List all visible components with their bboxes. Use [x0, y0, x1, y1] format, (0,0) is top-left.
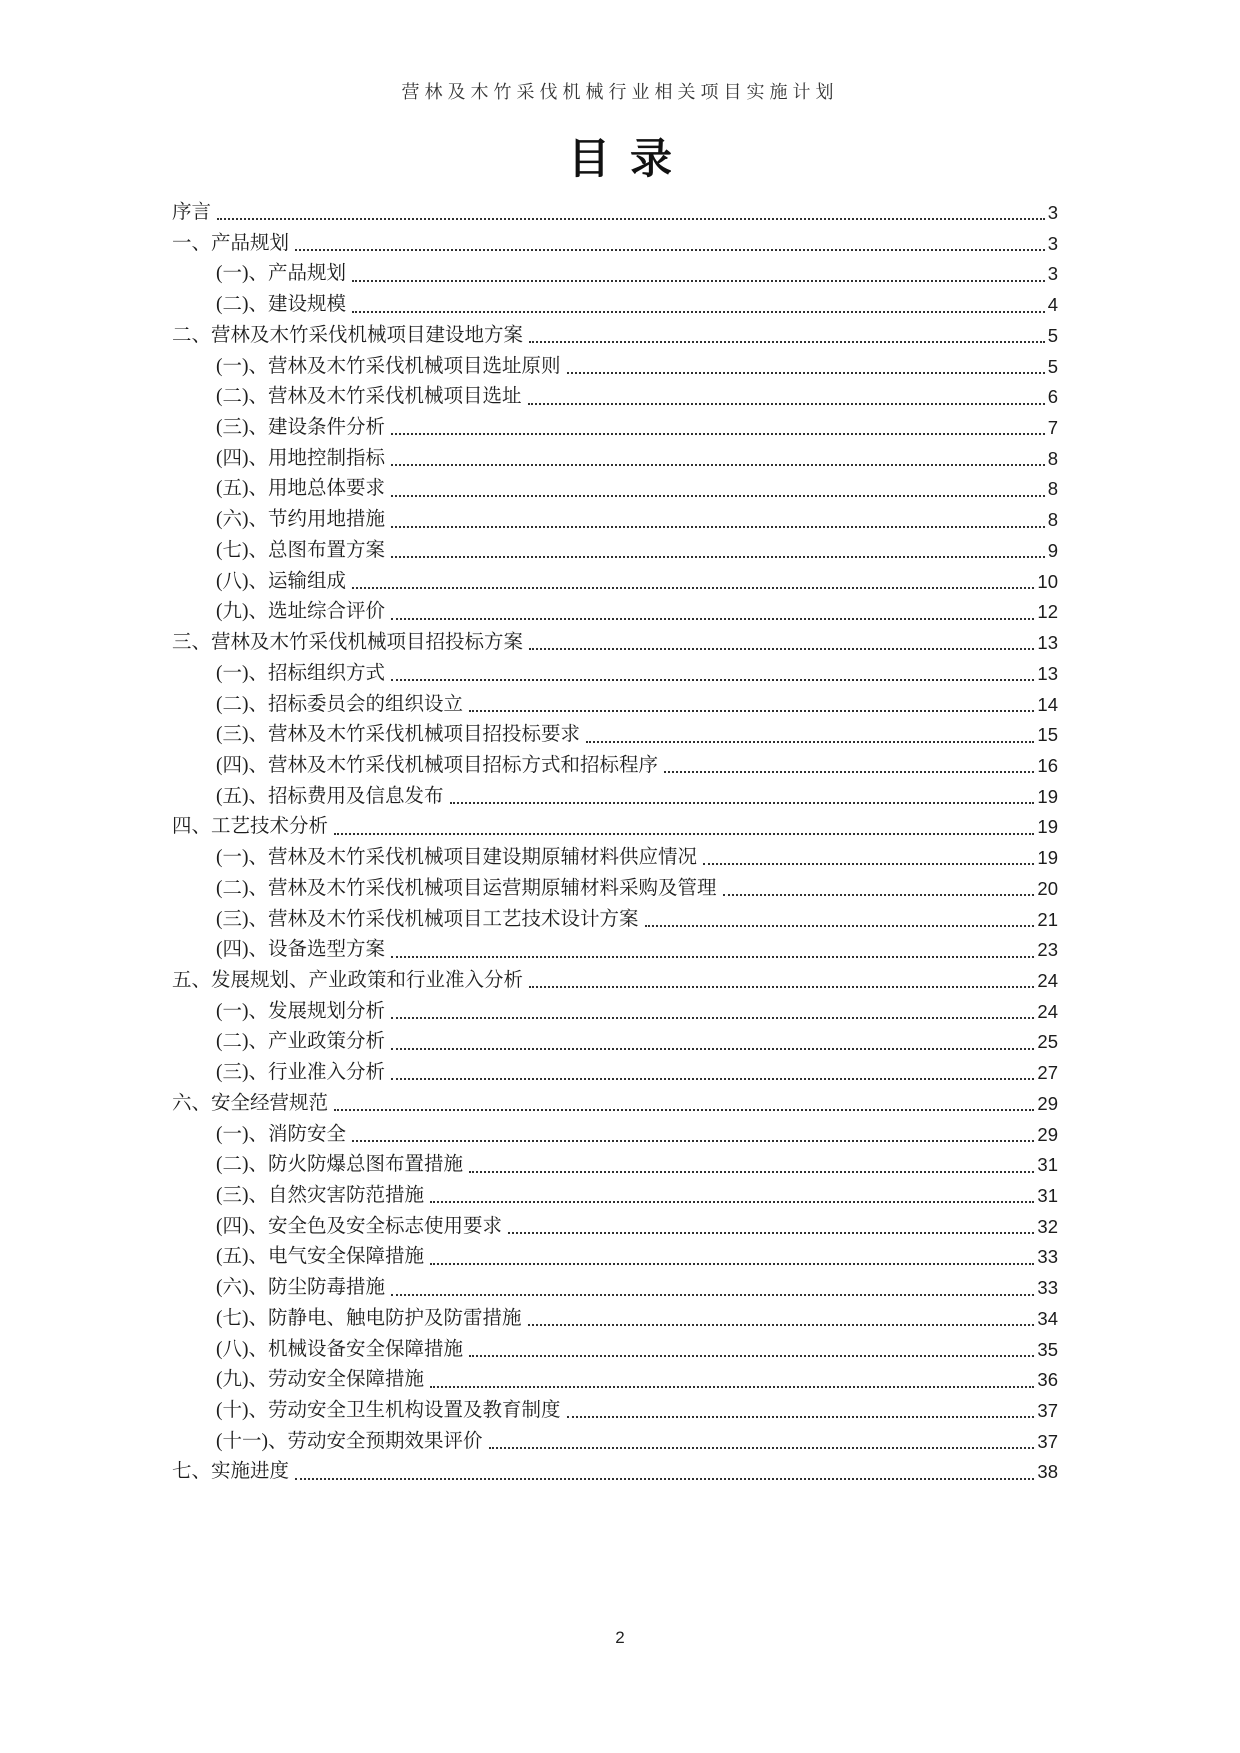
toc-entry-label: (四)、营林及木竹采伐机械项目招标方式和招标程序 — [216, 754, 658, 776]
toc-entry-page: 33 — [1037, 1246, 1058, 1268]
toc-dot-leader — [334, 1109, 1034, 1111]
toc-entry[interactable] — [172, 198, 1058, 229]
toc-entry[interactable] — [172, 1273, 1058, 1304]
toc-entry-page: 19 — [1037, 785, 1058, 807]
toc-entry[interactable] — [172, 1335, 1058, 1366]
toc-entry-page: 12 — [1037, 601, 1058, 623]
toc-dot-leader — [217, 218, 1045, 220]
toc-entry[interactable] — [172, 1242, 1058, 1273]
toc-dot-leader — [295, 249, 1045, 251]
toc-dot-leader — [529, 986, 1034, 988]
toc-entry-label: 序言 — [172, 202, 212, 223]
toc-entry-label: (一)、发展规划分析 — [216, 1000, 385, 1022]
toc-entry-label: (二)、招标委员会的组织设立 — [216, 693, 463, 715]
toc-entry-label: 三、营林及木竹采伐机械项目招投标方案 — [172, 632, 524, 654]
toc-entry-page: 13 — [1037, 662, 1058, 684]
toc-dot-leader — [703, 863, 1034, 865]
toc-entry-page: 36 — [1037, 1369, 1058, 1391]
toc-entry-label: (五)、招标费用及信息发布 — [216, 785, 444, 807]
toc-entry-page: 16 — [1037, 754, 1058, 776]
toc-dot-leader — [430, 1386, 1034, 1388]
toc-entry[interactable] — [172, 229, 1058, 260]
toc-entry-label: (二)、产业政策分析 — [216, 1031, 385, 1053]
toc-entry-page: 25 — [1037, 1031, 1058, 1053]
toc-dot-leader — [391, 433, 1045, 435]
toc-dot-leader — [352, 1140, 1034, 1142]
toc-entry[interactable] — [172, 1457, 1058, 1488]
toc-entry-page: 8 — [1047, 447, 1058, 469]
toc-entry-page: 34 — [1037, 1307, 1058, 1329]
page-title: 目录 — [567, 137, 692, 183]
toc-entry[interactable] — [172, 536, 1058, 567]
toc-dot-leader — [352, 280, 1045, 282]
toc-entry-label: (三)、自然灾害防范措施 — [216, 1185, 424, 1206]
toc-entry-label: (三)、营林及木竹采伐机械项目招投标要求 — [216, 724, 580, 746]
toc-entry-page: 8 — [1047, 478, 1058, 500]
toc-entry[interactable] — [172, 413, 1058, 444]
toc-entry-label: (三)、营林及木竹采伐机械项目工艺技术设计方案 — [216, 908, 639, 930]
toc-entry-label: 四、工艺技术分析 — [172, 816, 329, 838]
toc-entry-label: (四)、用地控制指标 — [216, 447, 385, 469]
toc-entry[interactable] — [172, 782, 1058, 813]
toc-entry[interactable] — [172, 1027, 1058, 1058]
toc-entry-label: (九)、选址综合评价 — [216, 601, 385, 623]
toc-dot-leader — [567, 1416, 1035, 1418]
toc-entry[interactable] — [172, 997, 1058, 1028]
toc-entry[interactable] — [172, 1058, 1058, 1089]
toc-entry[interactable] — [172, 597, 1058, 628]
toc-entry-page: 21 — [1037, 908, 1058, 930]
toc-entry-page: 10 — [1037, 570, 1058, 592]
toc-dot-leader — [508, 1232, 1034, 1234]
toc-dot-leader — [450, 802, 1035, 804]
toc-entry-page: 8 — [1047, 509, 1058, 531]
toc-entry[interactable] — [172, 290, 1058, 321]
toc-entry-page: 13 — [1037, 632, 1058, 654]
toc-entry[interactable] — [172, 1212, 1058, 1243]
toc-entry-label: (一)、招标组织方式 — [216, 662, 385, 684]
toc-entry[interactable] — [172, 720, 1058, 751]
toc-entry-page: 19 — [1037, 847, 1058, 869]
toc-entry-page: 3 — [1047, 202, 1058, 223]
toc-entry[interactable] — [172, 690, 1058, 721]
toc-entry-label: (二)、营林及木竹采伐机械项目选址 — [216, 386, 522, 408]
toc-dot-leader — [529, 648, 1034, 650]
toc-entry-page: 4 — [1047, 294, 1058, 316]
toc-entry-page: 23 — [1037, 939, 1058, 961]
toc-dot-leader — [391, 618, 1034, 620]
toc-entry-page: 19 — [1037, 816, 1058, 838]
toc-entry-page: 37 — [1037, 1400, 1058, 1422]
toc-dot-leader — [567, 372, 1045, 374]
toc-entry-label: (六)、节约用地措施 — [216, 509, 385, 531]
toc-dot-leader — [529, 341, 1045, 343]
toc-entry-page: 37 — [1037, 1430, 1058, 1452]
toc-entry-label: (三)、行业准入分析 — [216, 1062, 385, 1084]
toc-entry[interactable] — [172, 935, 1058, 966]
toc-dot-leader — [391, 1294, 1034, 1296]
toc-entry-label: (二)、防火防爆总图布置措施 — [216, 1154, 463, 1176]
toc-entry[interactable] — [172, 1089, 1058, 1120]
toc-dot-leader — [723, 894, 1035, 896]
toc-entry[interactable] — [172, 382, 1058, 413]
toc-dot-leader — [469, 1171, 1034, 1173]
toc-entry[interactable] — [172, 321, 1058, 352]
toc-dot-leader — [391, 1017, 1034, 1019]
toc-dot-leader — [489, 1447, 1035, 1449]
toc-entry-label: (五)、电气安全保障措施 — [216, 1246, 424, 1268]
toc-entry-page: 15 — [1037, 724, 1058, 746]
toc-entry-label: (七)、总图布置方案 — [216, 539, 385, 561]
toc-entry[interactable] — [172, 1396, 1058, 1427]
toc-dot-leader — [391, 495, 1045, 497]
toc-dot-leader — [391, 1078, 1034, 1080]
toc-entry[interactable] — [172, 659, 1058, 690]
toc-dot-leader — [469, 710, 1034, 712]
toc-list — [172, 198, 1058, 1488]
toc-dot-leader — [430, 1201, 1034, 1203]
toc-dot-leader — [645, 925, 1035, 927]
toc-entry-page: 3 — [1047, 263, 1058, 285]
toc-entry-label: (一)、营林及木竹采伐机械项目选址原则 — [216, 355, 561, 377]
toc-entry-page: 31 — [1037, 1185, 1058, 1206]
toc-entry-page: 29 — [1037, 1092, 1058, 1114]
toc-entry-page: 20 — [1037, 877, 1058, 899]
toc-dot-leader — [528, 1324, 1035, 1326]
toc-entry[interactable] — [172, 505, 1058, 536]
toc-entry[interactable] — [172, 843, 1058, 874]
toc-entry-page: 14 — [1037, 693, 1058, 715]
toc-dot-leader — [295, 1478, 1034, 1480]
footer-page-number: 2 — [615, 1628, 625, 1647]
toc-entry-label: (一)、消防安全 — [216, 1123, 346, 1145]
toc-entry-label: (八)、运输组成 — [216, 570, 346, 592]
toc-entry-label: (二)、营林及木竹采伐机械项目运营期原辅材料采购及管理 — [216, 877, 717, 899]
toc-entry[interactable] — [172, 751, 1058, 782]
toc-entry-label: 一、产品规划 — [172, 232, 290, 254]
toc-dot-leader — [391, 556, 1045, 558]
toc-entry-label: 二、营林及木竹采伐机械项目建设地方案 — [172, 324, 524, 346]
toc-entry-page: 6 — [1047, 386, 1058, 408]
toc-entry-label: 六、安全经营规范 — [172, 1092, 329, 1114]
toc-entry-page: 9 — [1047, 539, 1058, 561]
toc-entry-page: 24 — [1037, 969, 1058, 991]
toc-entry[interactable] — [172, 352, 1058, 383]
toc-dot-leader — [586, 741, 1034, 743]
toc-entry-label: (八)、机械设备安全保障措施 — [216, 1338, 463, 1360]
toc-entry-page: 27 — [1037, 1062, 1058, 1084]
toc-entry-label: (十)、劳动安全卫生机构设置及教育制度 — [216, 1400, 561, 1422]
toc-entry-label: (七)、防静电、触电防护及防雷措施 — [216, 1307, 522, 1329]
toc-dot-leader — [664, 771, 1034, 773]
toc-entry[interactable] — [172, 474, 1058, 505]
toc-entry-label: (三)、建设条件分析 — [216, 417, 385, 439]
toc-entry-page: 31 — [1037, 1154, 1058, 1176]
toc-entry-label: 七、实施进度 — [172, 1461, 290, 1483]
toc-entry[interactable] — [172, 812, 1058, 843]
toc-entry-page: 33 — [1037, 1277, 1058, 1299]
toc-entry-label: (四)、设备选型方案 — [216, 939, 385, 961]
toc-dot-leader — [352, 587, 1034, 589]
toc-entry[interactable] — [172, 628, 1058, 659]
toc-dot-leader — [391, 526, 1045, 528]
toc-entry-label: (六)、防尘防毒措施 — [216, 1277, 385, 1299]
toc-entry-page: 7 — [1047, 417, 1058, 439]
toc-entry[interactable] — [172, 1120, 1058, 1151]
toc-entry[interactable] — [172, 1181, 1058, 1212]
toc-dot-leader — [391, 956, 1034, 958]
toc-entry-label: (十一)、劳动安全预期效果评价 — [216, 1430, 483, 1452]
toc-dot-leader — [334, 833, 1034, 835]
toc-entry[interactable] — [172, 1150, 1058, 1181]
toc-dot-leader — [430, 1263, 1034, 1265]
toc-entry[interactable] — [172, 966, 1058, 997]
toc-entry-page: 3 — [1047, 232, 1058, 254]
toc-entry[interactable] — [172, 1304, 1058, 1335]
toc-entry-label: (一)、营林及木竹采伐机械项目建设期原辅材料供应情况 — [216, 847, 697, 869]
toc-entry-label: (一)、产品规划 — [216, 263, 346, 285]
toc-entry-page: 29 — [1037, 1123, 1058, 1145]
toc-entry-label: (九)、劳动安全保障措施 — [216, 1369, 424, 1391]
toc-entry-page: 5 — [1047, 355, 1058, 377]
toc-entry[interactable] — [172, 905, 1058, 936]
toc-entry-label: (五)、用地总体要求 — [216, 478, 385, 500]
toc-entry-page: 35 — [1037, 1338, 1058, 1360]
toc-entry-page: 38 — [1037, 1461, 1058, 1483]
toc-dot-leader — [391, 1048, 1034, 1050]
toc-dot-leader — [391, 464, 1045, 466]
toc-entry[interactable] — [172, 1365, 1058, 1396]
toc-entry-page: 5 — [1047, 324, 1058, 346]
toc-entry[interactable] — [172, 874, 1058, 905]
toc-entry[interactable] — [172, 444, 1058, 475]
toc-entry-page: 24 — [1037, 1000, 1058, 1022]
toc-entry-page: 32 — [1037, 1215, 1058, 1237]
toc-entry-label: (四)、安全色及安全标志使用要求 — [216, 1215, 502, 1237]
toc-dot-leader — [528, 403, 1045, 405]
toc-entry-label: (二)、建设规模 — [216, 294, 346, 316]
toc-entry[interactable] — [172, 567, 1058, 598]
toc-dot-leader — [352, 311, 1045, 313]
toc-entry[interactable] — [172, 259, 1058, 290]
toc-dot-leader — [391, 679, 1034, 681]
toc-entry-label: 五、发展规划、产业政策和行业准入分析 — [172, 969, 524, 991]
toc-dot-leader — [469, 1355, 1034, 1357]
toc-entry[interactable] — [172, 1427, 1058, 1458]
running-header: 营林及木竹采伐机械行业相关项目实施计划 — [401, 82, 839, 102]
